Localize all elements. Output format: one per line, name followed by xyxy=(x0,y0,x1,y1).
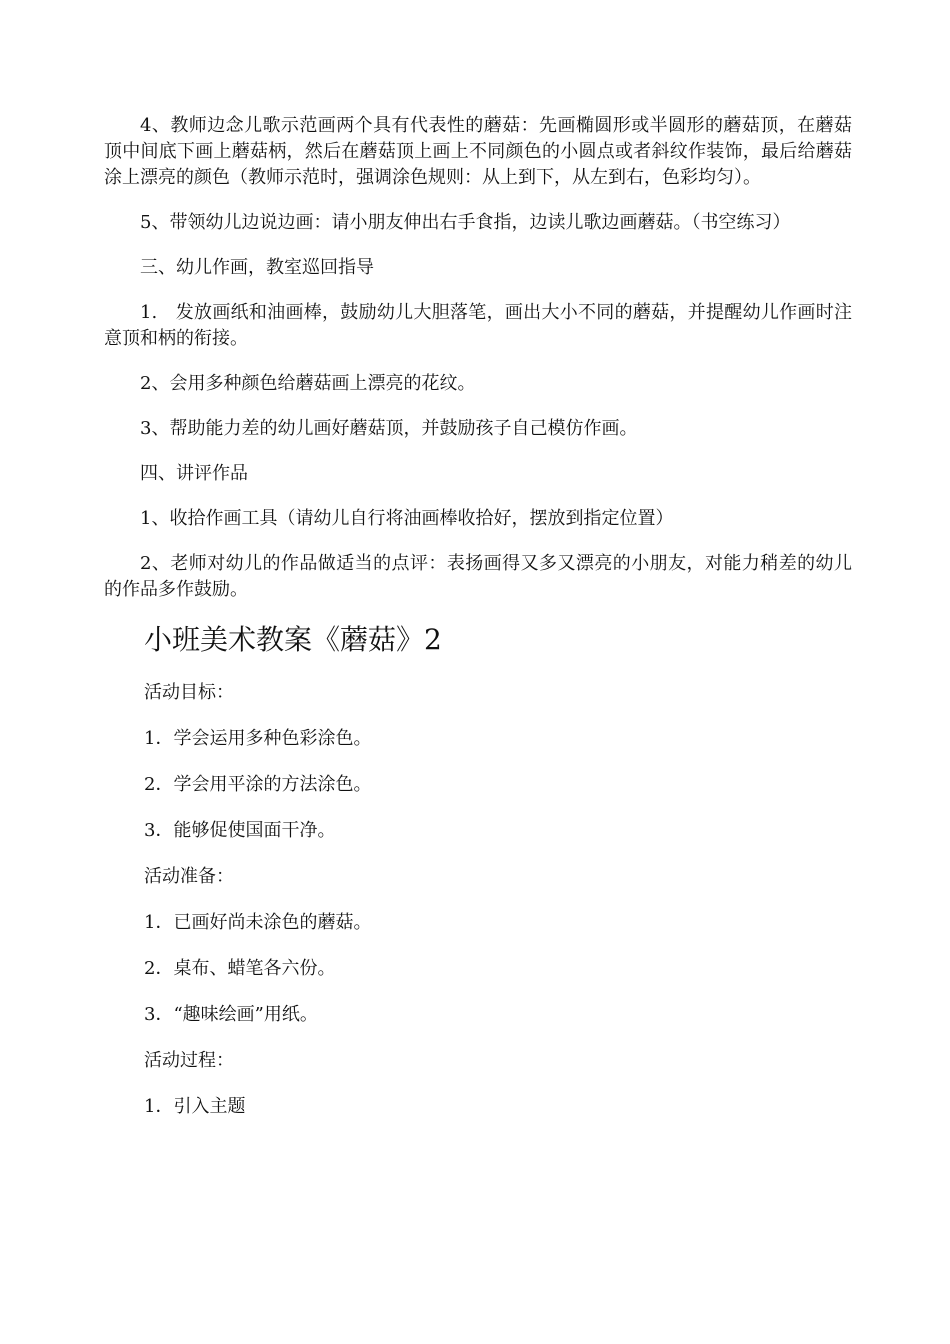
list-item: 3．能够促使国面干净。 xyxy=(144,820,336,841)
paragraph: 3、帮助能力差的幼儿画好蘑菇顶，并鼓励孩子自己模仿作画。 xyxy=(140,418,638,439)
list-item: 1．已画好尚未涂色的蘑菇。 xyxy=(144,912,372,933)
list-item: 2．桌布、蜡笔各六份。 xyxy=(144,958,336,979)
list-item: 2．学会用平涂的方法涂色。 xyxy=(144,774,372,795)
paragraph: 4、教师边念儿歌示范画两个具有代表性的蘑菇：先画椭圆形或半圆形的蘑菇顶，在蘑菇顶中间底下画上蘑菇柄，然后在蘑菇顶上画上不同颜色的小圆点或者斜纹作装饰，最后给蘑菇涂上漂亮的颜色（教师示范时，强调涂色规则：从上到下，从左到右，色彩均匀）。 xyxy=(104,115,852,188)
paragraph: 2、老师对幼儿的作品做适当的点评：表扬画得又多又漂亮的小朋友，对能力稍差的幼儿的作品多作鼓励。 xyxy=(104,553,852,600)
list-item: 1．引入主题 xyxy=(144,1096,246,1117)
label-preparation: 活动准备： xyxy=(144,866,234,887)
paragraph: 1. 发放画纸和油画棒，鼓励幼儿大胆落笔，画出大小不同的蘑菇，并提醒幼儿作画时注意顶和柄的衔接。 xyxy=(104,302,852,349)
document-title: 小班美术教案《蘑菇》2 xyxy=(144,623,442,656)
section-heading: 四、讲评作品 xyxy=(140,463,248,484)
section-heading: 三、幼儿作画，教室巡回指导 xyxy=(140,257,374,278)
label-objectives: 活动目标： xyxy=(144,682,234,703)
paragraph: 2、会用多种颜色给蘑菇画上漂亮的花纹。 xyxy=(140,373,476,394)
list-item: 1．学会运用多种色彩涂色。 xyxy=(144,728,372,749)
label-process: 活动过程： xyxy=(144,1050,234,1071)
paragraph: 5、带领幼儿边说边画：请小朋友伸出右手食指，边读儿歌边画蘑菇。（书空练习） xyxy=(140,212,791,233)
document-page xyxy=(104,113,852,1140)
list-item: 3．“趣味绘画”用纸。 xyxy=(144,1004,318,1025)
paragraph: 1、收拾作画工具（请幼儿自行将油画棒收拾好，摆放到指定位置） xyxy=(140,508,674,529)
